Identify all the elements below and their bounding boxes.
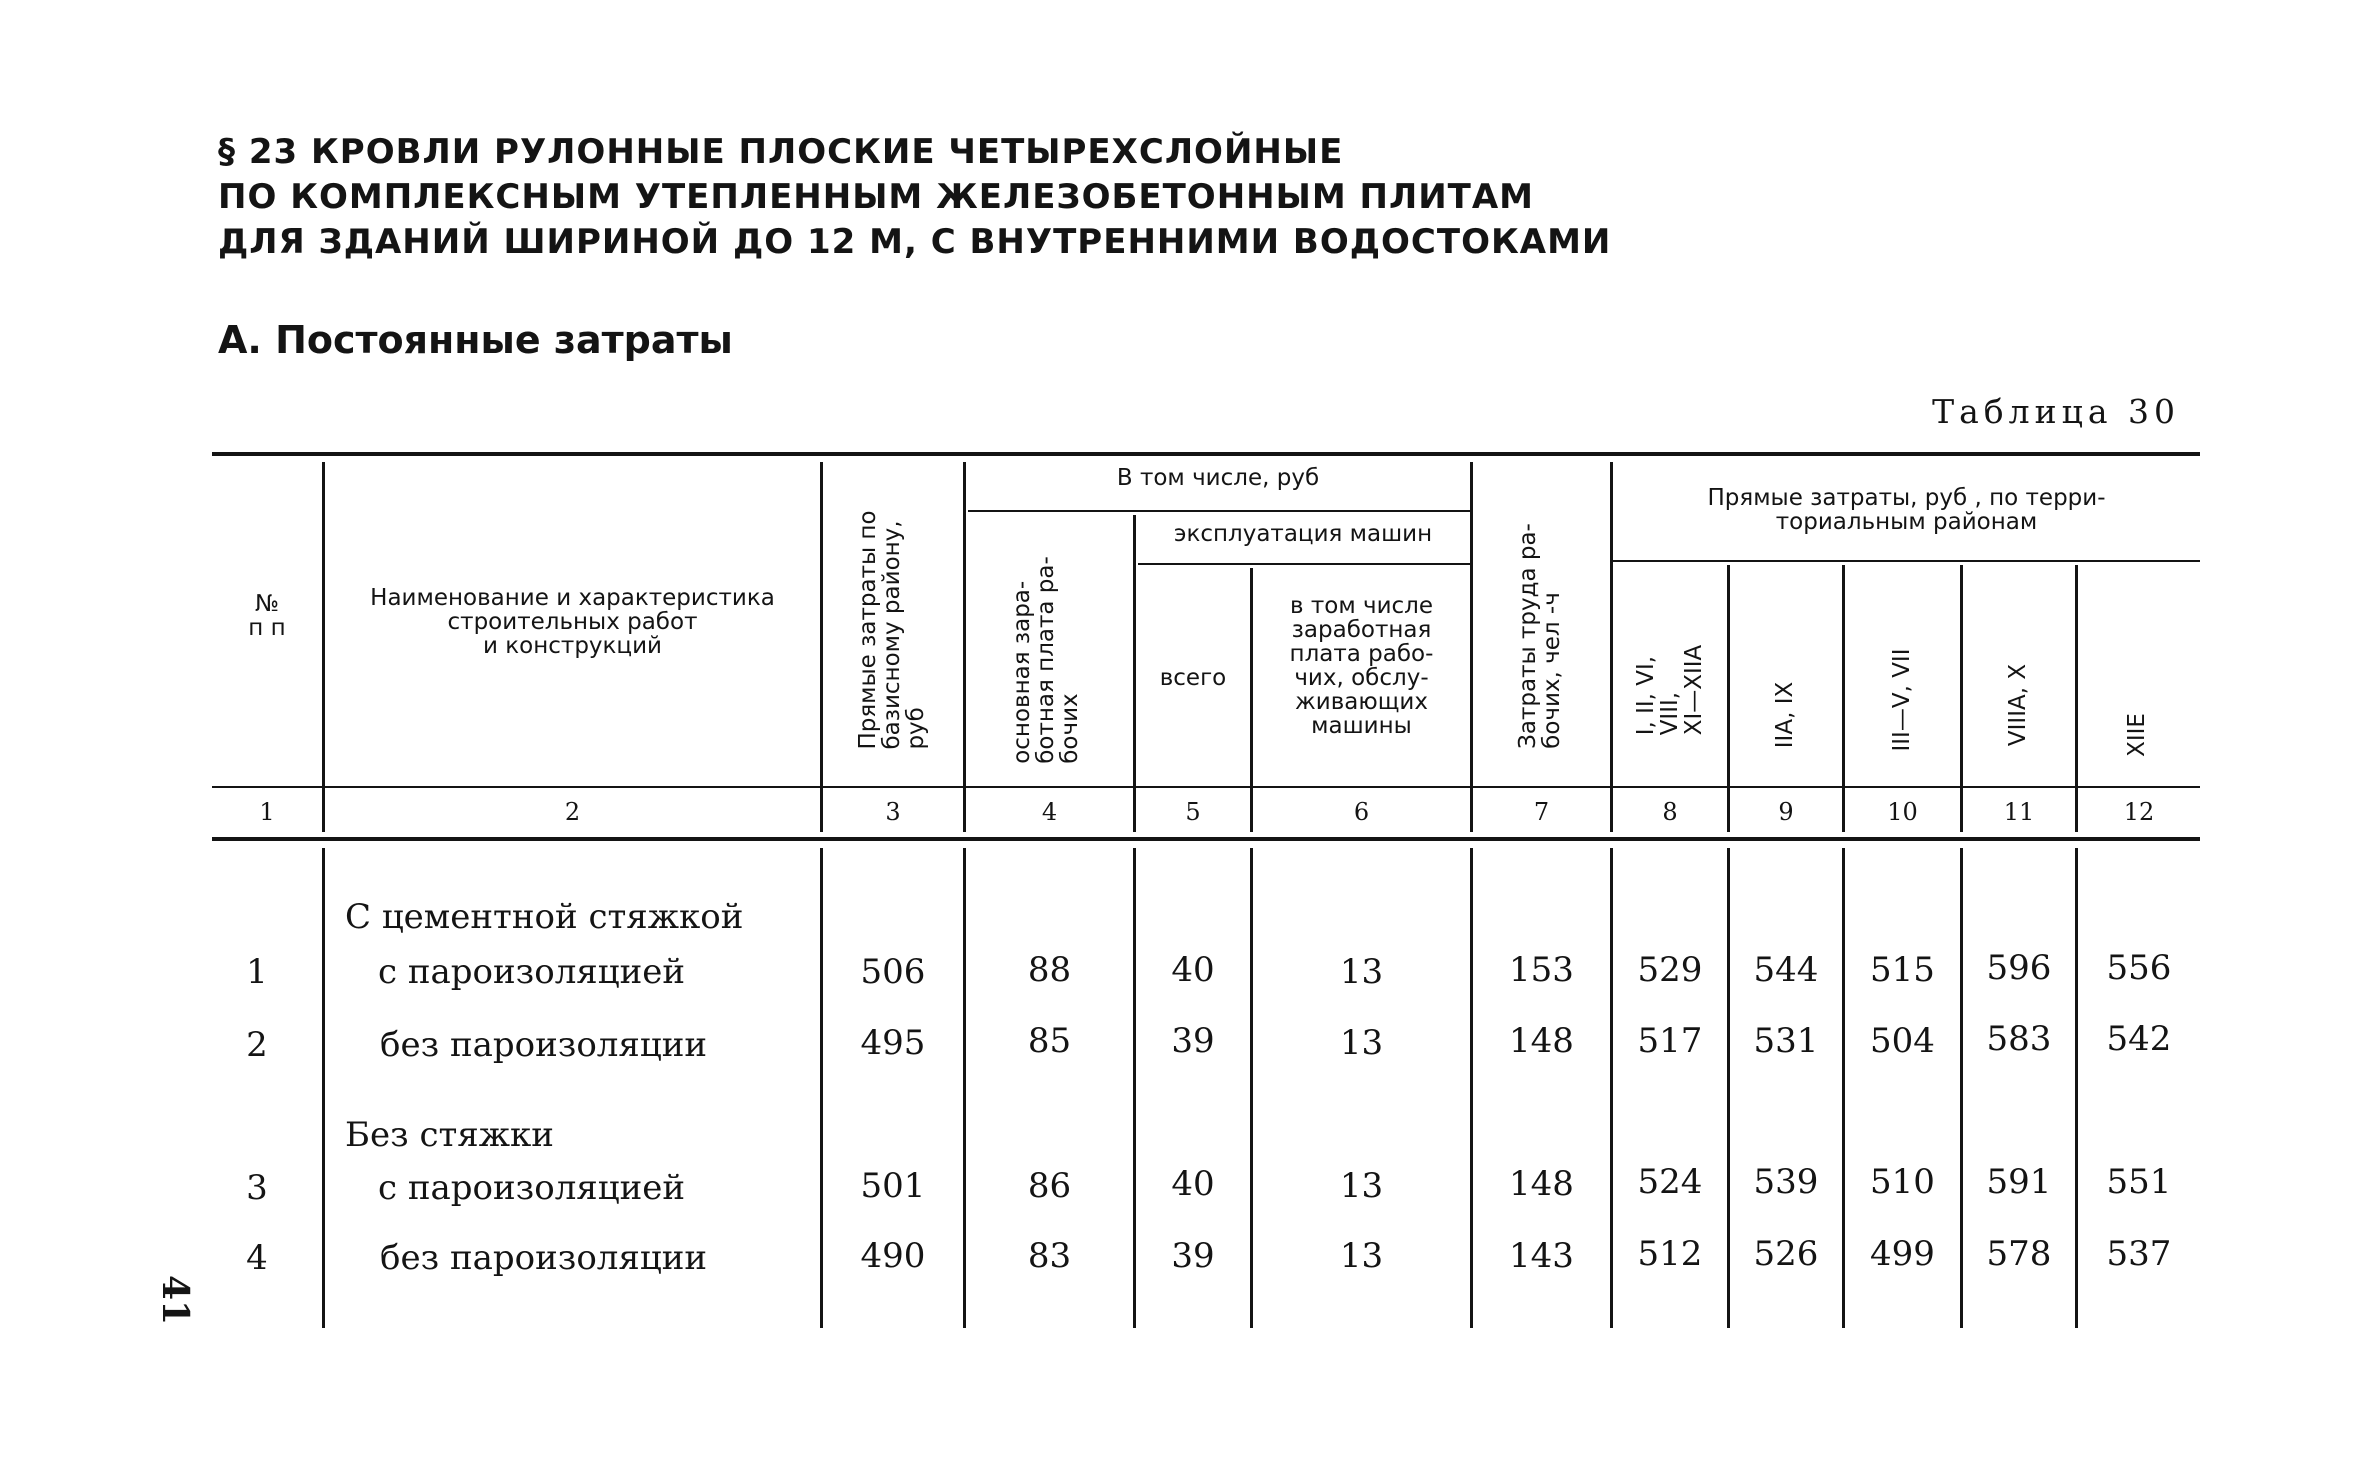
header-group-territorial: Прямые затраты, руб , по терри- ториальным районам (1707, 485, 2106, 535)
cell-c9: 544 (1753, 950, 1819, 990)
heading-line-3: ДЛЯ ЗДАНИЙ ШИРИНОЙ ДО 12 М, С ВНУТРЕННИМИ ВОДОСТОКАМИ (218, 222, 1612, 262)
vline-10 (1960, 565, 1963, 832)
cell-c6: 13 (1339, 1166, 1384, 1206)
cell-c6: 13 (1339, 952, 1384, 992)
table-top-rule (212, 452, 2200, 456)
page-number: 41 (154, 1274, 196, 1326)
cell-c10: 504 (1870, 1021, 1935, 1061)
colnum-2: 2 (564, 798, 581, 826)
cell-c8: 512 (1637, 1234, 1703, 1274)
cell-c6: 13 (1339, 1023, 1384, 1063)
group-rule-territorial (1613, 560, 2200, 562)
cell-c11: 583 (1986, 1019, 2052, 1059)
colnum-5: 5 (1185, 798, 1201, 826)
header-group-ekspluatatsiya: эксплуатация машин (1173, 521, 1433, 547)
colnum-7: 7 (1533, 798, 1550, 826)
row-number: 3 (246, 1168, 268, 1208)
row-name: с пароизоляцией (378, 952, 686, 992)
cell-c4: 85 (1027, 1021, 1072, 1061)
cell-c4: 83 (1027, 1236, 1072, 1276)
cell-c5: 39 (1171, 1236, 1215, 1276)
header-col4: основная зара- ботная плата ра- бочих (1009, 556, 1083, 764)
header-col12: XIIE (2124, 713, 2150, 757)
cell-c3: 506 (860, 952, 926, 992)
cell-c11: 578 (1986, 1234, 2052, 1274)
vline-11 (2075, 565, 2078, 832)
header-bottom-rule (212, 786, 2200, 788)
cell-c7: 153 (1509, 950, 1574, 990)
header-group-v-tom-chisle: В том числе, руб (1116, 465, 1320, 491)
colnum-4: 4 (1041, 798, 1058, 826)
section-heading (218, 130, 1718, 265)
cell-c11: 591 (1986, 1162, 2052, 1202)
row-name: с пароизоляцией (378, 1168, 686, 1208)
column-number-rule (212, 837, 2200, 841)
row-name: без пароизоляции (380, 1025, 708, 1065)
colnum-10: 10 (1887, 798, 1918, 826)
colnum-8: 8 (1662, 798, 1678, 826)
row-name: без пароизоляции (380, 1238, 708, 1278)
header-col7: Затраты труда ра- бочих, чел -ч (1515, 523, 1565, 749)
cell-c6: 13 (1339, 1236, 1384, 1276)
group-rule-v-tom-chisle (968, 510, 1473, 512)
row-number: 1 (246, 952, 268, 992)
cell-c7: 148 (1509, 1164, 1574, 1204)
colnum-1: 1 (259, 798, 275, 826)
cell-c3: 495 (860, 1023, 926, 1063)
cell-c8: 517 (1637, 1021, 1703, 1061)
cell-c9: 531 (1753, 1021, 1819, 1061)
row-number: 4 (246, 1238, 268, 1278)
vline-2 (820, 462, 823, 832)
cell-c7: 148 (1509, 1021, 1574, 1061)
colnum-11: 11 (2003, 798, 2035, 826)
group-rule-ekspluatatsiya (1138, 563, 1473, 565)
cell-c4: 86 (1027, 1166, 1072, 1206)
colnum-9: 9 (1778, 798, 1794, 826)
subsection-title: А. Постоянные затраты (218, 318, 733, 362)
cell-c10: 499 (1870, 1234, 1935, 1274)
vline-8 (1727, 565, 1730, 832)
cell-c9: 526 (1753, 1234, 1819, 1274)
heading-line-1: § 23 КРОВЛИ РУЛОННЫЕ ПЛОСКИЕ ЧЕТЫРЕХСЛОЙНЫЕ (218, 132, 1344, 172)
cell-c8: 524 (1637, 1162, 1703, 1202)
group-title-2: Без стяжки (345, 1115, 554, 1155)
vline-9 (1842, 565, 1845, 832)
cell-c11: 596 (1986, 948, 2052, 988)
table-label: Таблица 30 (1932, 392, 2180, 431)
cell-c5: 39 (1171, 1021, 1215, 1061)
cell-c12: 537 (2106, 1234, 2172, 1274)
colnum-12: 12 (2123, 798, 2155, 826)
vline-3 (963, 462, 966, 832)
header-col1: № п п (248, 591, 286, 641)
cell-c10: 510 (1870, 1162, 1935, 1202)
colnum-3: 3 (885, 798, 901, 826)
heading-line-2: ПО КОМПЛЕКСНЫМ УТЕПЛЕННЫМ ЖЕЛЕЗОБЕТОННЫМ ПЛИТАМ (218, 177, 1535, 217)
header-col8: I, II, VI, VIII, XI—XIIA (1633, 644, 1707, 736)
header-col9: IIA, IX (1772, 681, 1798, 749)
vline-6 (1470, 462, 1473, 832)
header-col6: в том числе заработная плата рабо- чих, обслу- живающих машины (1289, 593, 1434, 739)
cell-c7: 143 (1509, 1236, 1574, 1276)
cell-c12: 551 (2106, 1162, 2172, 1202)
cell-c8: 529 (1637, 950, 1703, 990)
header-col5: всего (1159, 665, 1227, 691)
header-col10: III—V, VII (1889, 648, 1915, 752)
header-col3: Прямые затраты по базисному району, руб (855, 510, 929, 750)
cell-c3: 501 (860, 1166, 926, 1206)
cell-c9: 539 (1753, 1162, 1819, 1202)
header-col11: VIIIA, X (2005, 663, 2031, 747)
cell-c5: 40 (1171, 1164, 1215, 1204)
header-col2: Наименование и характеристика строительных работ и конструкций (370, 585, 775, 659)
cell-c12: 556 (2106, 948, 2172, 988)
row-number: 2 (246, 1025, 268, 1065)
group-title-1: С цементной стяжкой (345, 897, 744, 937)
cell-c5: 40 (1171, 950, 1215, 990)
colnum-6: 6 (1353, 798, 1370, 826)
cell-c4: 88 (1027, 950, 1072, 990)
cell-c12: 542 (2106, 1019, 2172, 1059)
cell-c3: 490 (860, 1236, 926, 1276)
body-vline-1 (322, 848, 325, 1328)
cell-c10: 515 (1870, 950, 1935, 990)
